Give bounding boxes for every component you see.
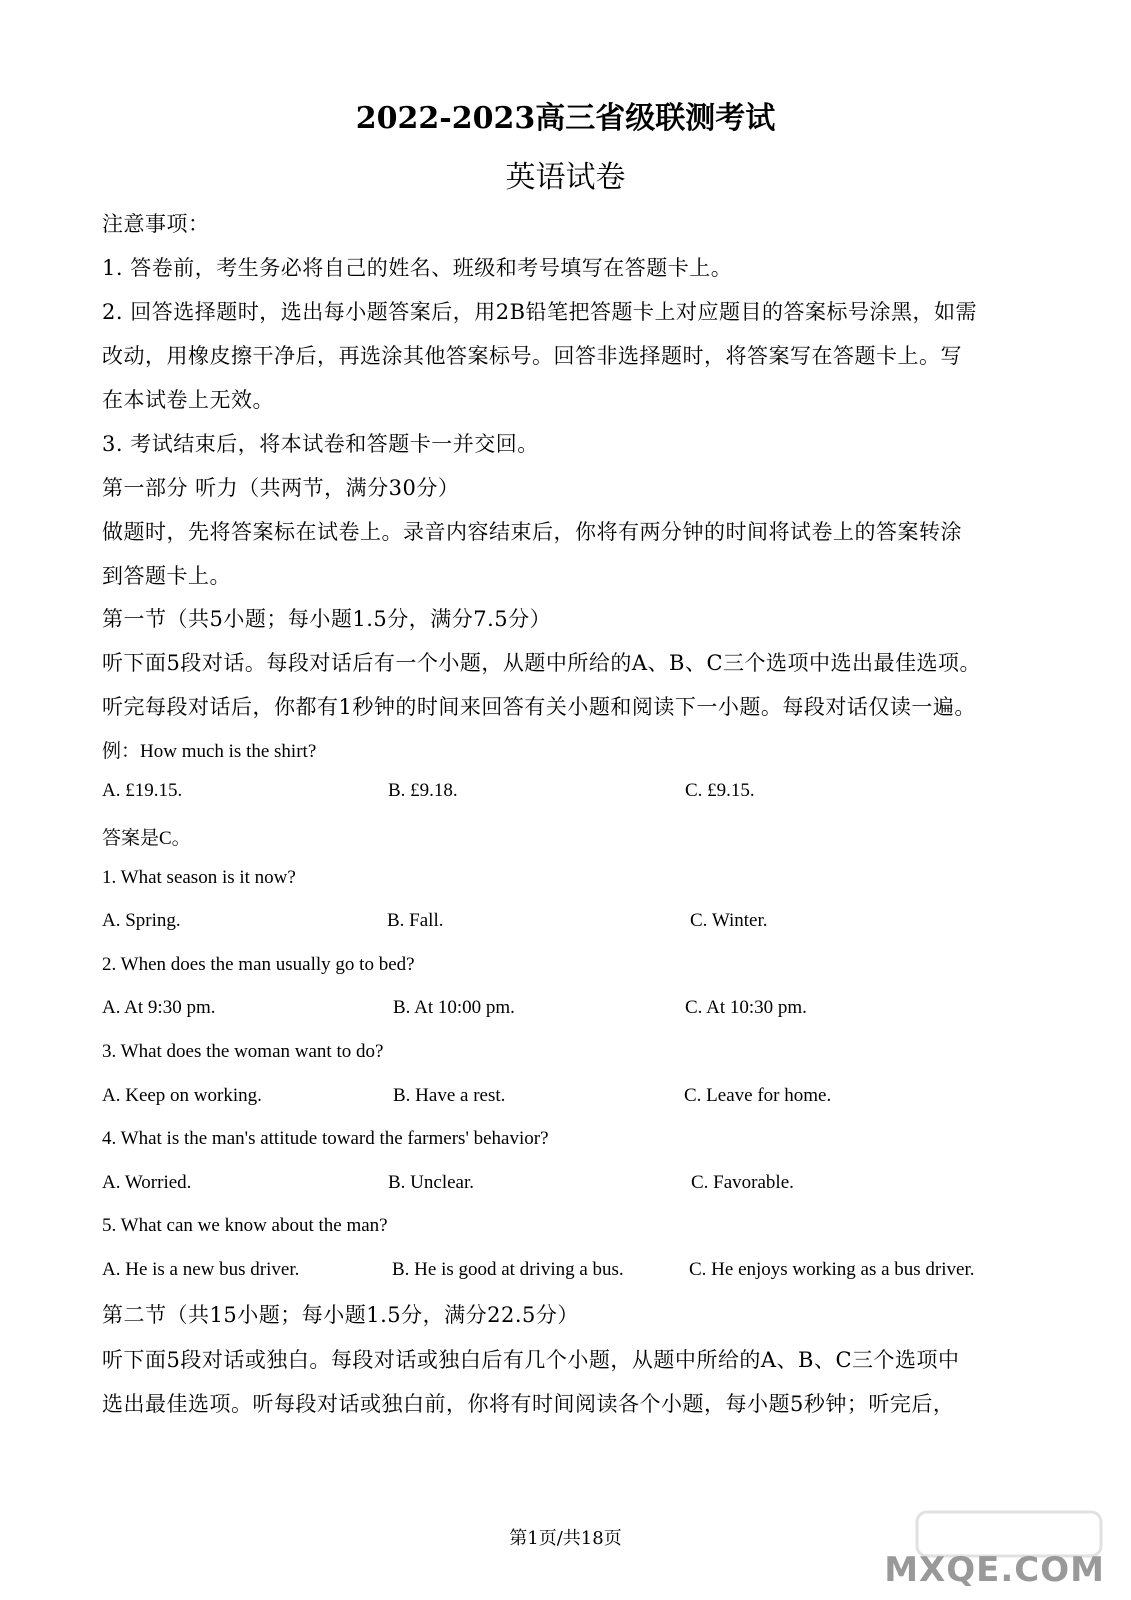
q4-option-b: B. Unclear. — [388, 1172, 475, 1193]
part1-heading: 第一部分 听力（共两节，满分30分） — [102, 476, 460, 500]
example-option-b: B. £9.18. — [388, 780, 458, 801]
example-question: 例：How much is the shirt? — [102, 741, 317, 762]
q4-option-a: A. Worried. — [102, 1172, 192, 1193]
section2-intro-2: 选出最佳选项。听每段对话或独白前，你将有时间阅读各个小题，每小题5秒钟；听完后， — [102, 1392, 955, 1416]
q2-option-b: B. At 10:00 pm. — [393, 997, 515, 1018]
part1-intro-2: 到答题卡上。 — [102, 564, 231, 588]
q3-option-b: B. Have a rest. — [393, 1085, 506, 1106]
section1-intro-2: 听完每段对话后，你都有1秒钟的时间来回答有关小题和阅读下一小题。每段对话仅读一遍。 — [102, 695, 976, 719]
notice-item-1: 1. 答卷前，考生务必将自己的姓名、班级和考号填写在答题卡上。 — [102, 256, 733, 280]
q5-option-c: C. He enjoys working as a bus driver. — [689, 1259, 975, 1280]
notice-item-2-end: 在本试卷上无效。 — [102, 388, 274, 412]
notice-item-2: 2. 回答选择题时，选出每小题答案后，用2B铅笔把答题卡上对应题目的答案标号涂黑，如需 — [102, 300, 978, 324]
example-answer: 答案是C。 — [102, 828, 191, 849]
page-title: 2022-2023高三省级联测考试 — [355, 101, 776, 136]
notice-heading: 注意事项： — [102, 212, 210, 236]
q2-option-a: A. At 9:30 pm. — [102, 997, 216, 1018]
q5-option-b: B. He is good at driving a bus. — [392, 1259, 624, 1280]
q5-option-a: A. He is a new bus driver. — [102, 1259, 300, 1280]
example-option-c: C. £9.15. — [685, 780, 755, 801]
section2-intro-1: 听下面5段对话或独白。每段对话或独白后有几个小题，从题中所给的A、B、C三个选项中 — [102, 1348, 960, 1372]
page-number: 第1页/共18页 — [509, 1528, 622, 1549]
q1-option-a: A. Spring. — [102, 910, 181, 931]
question-1: 1. What season is it now? — [102, 867, 296, 888]
question-2: 2. When does the man usually go to bed? — [102, 954, 415, 975]
q1-option-c: C. Winter. — [690, 910, 768, 931]
question-5: 5. What can we know about the man? — [102, 1215, 388, 1236]
q3-option-c: C. Leave for home. — [684, 1085, 832, 1106]
example-option-a: A. £19.15. — [102, 780, 183, 801]
section1-heading: 第一节（共5小题；每小题1.5分，满分7.5分） — [102, 607, 552, 631]
notice-item-3: 3. 考试结束后，将本试卷和答题卡一并交回。 — [102, 432, 539, 456]
q2-option-c: C. At 10:30 pm. — [685, 997, 807, 1018]
notice-item-2-cont: 改动，用橡皮擦干净后，再选涂其他答案标号。回答非选择题时，将答案写在答题卡上。写 — [102, 344, 962, 368]
section2-heading: 第二节（共15小题；每小题1.5分，满分22.5分） — [102, 1303, 579, 1327]
q1-option-b: B. Fall. — [387, 910, 444, 931]
watermark-text: MXQE.COM — [884, 1550, 1105, 1590]
question-4: 4. What is the man's attitude toward the farmers' behavior? — [102, 1128, 549, 1149]
q4-option-c: C. Favorable. — [691, 1172, 794, 1193]
page-subtitle: 英语试卷 — [505, 160, 626, 195]
section1-intro-1: 听下面5段对话。每段对话后有一个小题，从题中所给的A、B、C三个选项中选出最佳选项。 — [102, 651, 982, 675]
question-3: 3. What does the woman want to do? — [102, 1041, 384, 1062]
part1-intro-1: 做题时，先将答案标在试卷上。录音内容结束后，你将有两分钟的时间将试卷上的答案转涂 — [102, 520, 962, 544]
q3-option-a: A. Keep on working. — [102, 1085, 262, 1106]
